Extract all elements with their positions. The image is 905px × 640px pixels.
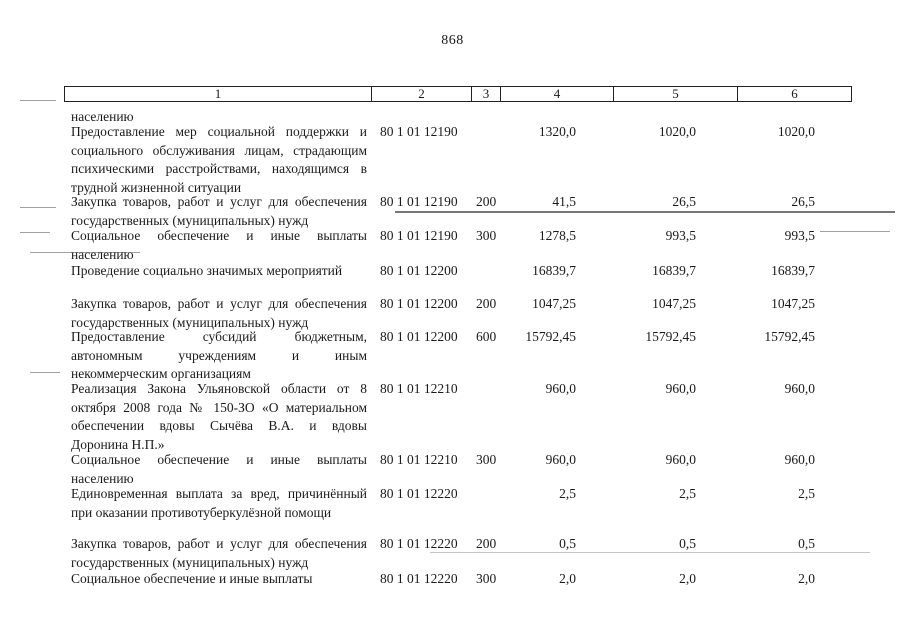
row-value-col5: 993,5 [665,228,696,243]
row-description: Закупка товаров, работ и услуг для обеспечения государственных (муниципальных) нужд [71,536,367,570]
scan-artifact [20,207,56,208]
row-description: Предоставление мер социальной поддержки и социального обслуживания лицам, страдающим психическими расстройствами, находящимся в трудной жизненной ситуации [71,124,367,195]
row-code: 80 1 01 12190 [380,124,458,139]
row-value-col4: 1278,5 [538,228,576,243]
header-col-3: 3 [472,87,501,101]
row-value-col5: 2,0 [679,571,696,586]
row-description: Социальное обеспечение и иные выплаты населению [71,228,367,262]
row-expense-type: 300 [476,571,497,586]
scan-artifact [20,100,56,101]
row-code: 80 1 01 12220 [380,571,458,586]
row-value-col5: 16839,7 [652,263,696,278]
row-value-col6: 0,5 [798,536,815,551]
row-expense-type: 300 [476,452,497,467]
row-value-col5: 15792,45 [645,329,696,344]
header-col-2: 2 [372,87,472,101]
row-description: населению [71,109,134,124]
row-expense-type: 200 [476,536,497,551]
table-header [64,86,852,102]
row-value-col6: 960,0 [784,381,815,396]
row-code: 80 1 01 12190 [380,194,458,209]
row-value-col4: 0,5 [559,536,576,551]
row-value-col5: 2,5 [679,486,696,501]
header-col-6: 6 [791,86,798,101]
row-value-col5: 960,0 [665,452,696,467]
scan-artifact [20,232,50,233]
row-value-col6: 1047,25 [771,296,815,311]
row-value-col4: 16839,7 [532,263,576,278]
row-value-col4: 2,5 [559,486,576,501]
row-code: 80 1 01 12220 [380,486,458,501]
row-value-col6: 2,0 [798,571,815,586]
row-value-col6: 993,5 [784,228,815,243]
header-col-1: 1 [65,87,372,101]
scan-artifact [30,372,60,373]
row-description: Социальное обеспечение и иные выплаты населению [71,452,367,486]
row-value-col6: 1020,0 [777,124,815,139]
row-expense-type: 300 [476,228,497,243]
page-number: 868 [441,33,464,48]
row-value-col5: 960,0 [665,381,696,396]
row-description: Закупка товаров, работ и услуг для обеспечения государственных (муниципальных) нужд [71,194,367,228]
row-value-col4: 960,0 [545,381,576,396]
row-value-col5: 0,5 [679,536,696,551]
row-value-col4: 2,0 [559,571,576,586]
scan-artifact [395,211,895,213]
row-code: 80 1 01 12200 [380,296,458,311]
row-value-col6: 26,5 [791,194,815,209]
row-value-col6: 960,0 [784,452,815,467]
row-description: Реализация Закона Ульяновской области от 8 октября 2008 года № 150-ЗО «О материальном обеспечении вдовы Сычёва В.А. и вдовы Доронина Н.П.» [71,381,367,452]
scan-artifact [820,231,890,232]
row-expense-type: 200 [476,194,497,209]
header-col-4: 4 [501,87,614,101]
row-code: 80 1 01 12200 [380,329,458,344]
row-value-col4: 41,5 [552,194,576,209]
row-value-col6: 2,5 [798,486,815,501]
row-description: Проведение социально значимых мероприятий [71,263,343,278]
row-code: 80 1 01 12200 [380,263,458,278]
row-code: 80 1 01 12220 [380,536,458,551]
row-value-col5: 1047,25 [652,296,696,311]
row-value-col5: 26,5 [672,194,696,209]
row-description: Предоставление субсидий бюджетным, автономным учреждениям и иным некоммерческим организациям [71,329,367,381]
header-col-5: 5 [614,87,738,101]
row-value-col4: 15792,45 [525,329,576,344]
row-code: 80 1 01 12210 [380,381,458,396]
row-value-col6: 15792,45 [764,329,815,344]
row-code: 80 1 01 12190 [380,228,458,243]
row-value-col6: 16839,7 [771,263,815,278]
row-value-col4: 960,0 [545,452,576,467]
row-code: 80 1 01 12210 [380,452,458,467]
row-expense-type: 600 [476,329,497,344]
row-description: Единовременная выплата за вред, причинённый при оказании противотуберкулёзной помощи [71,486,367,520]
row-value-col4: 1047,25 [532,296,576,311]
row-value-col4: 1320,0 [538,124,576,139]
row-description: Закупка товаров, работ и услуг для обеспечения государственных (муниципальных) нужд [71,296,367,330]
row-expense-type: 200 [476,296,497,311]
row-value-col5: 1020,0 [658,124,696,139]
row-description: Социальное обеспечение и иные выплаты [71,571,313,586]
